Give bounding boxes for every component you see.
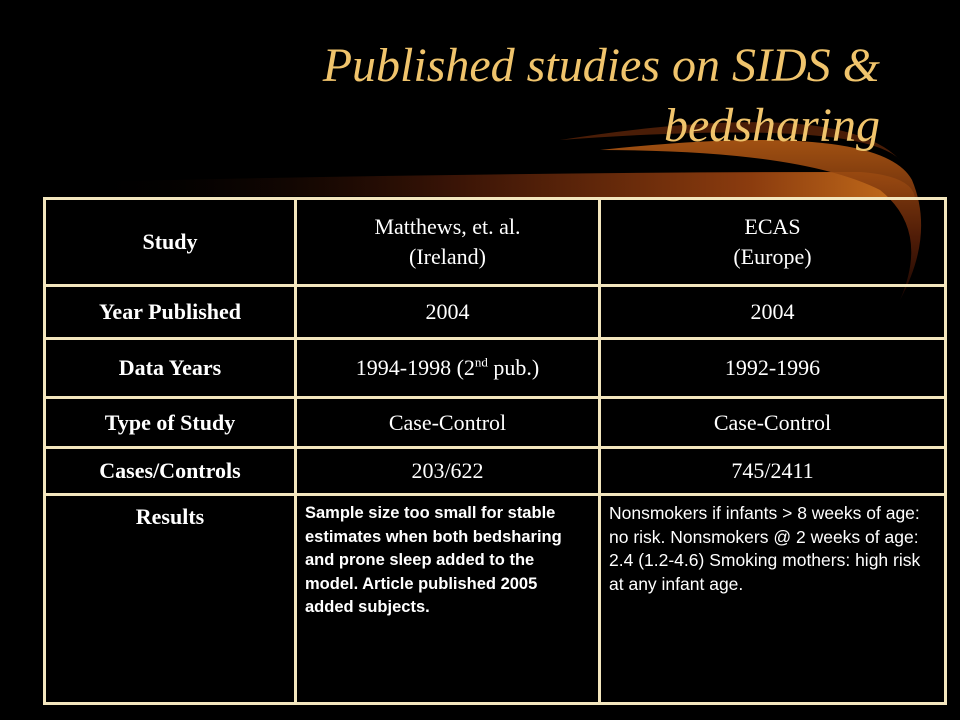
data-years-sup: nd: [474, 354, 488, 370]
header-ecas: [600, 199, 946, 286]
header-ecas-line-2: (Europe): [733, 244, 812, 269]
table-row-results: [45, 495, 946, 704]
cell-cases-matthews: 203/622: [296, 448, 600, 495]
cell-year-ecas: 2004: [600, 286, 946, 339]
header-ecas-line-1: ECAS: [744, 214, 801, 239]
header-matthews: [296, 199, 600, 286]
header-matthews-line-2: (Ireland): [409, 244, 486, 269]
slide-title: [100, 36, 880, 156]
row-label-cases: Cases/Controls: [45, 448, 296, 495]
cell-type-matthews: Case-Control: [296, 398, 600, 448]
cell-type-ecas: Case-Control: [600, 398, 946, 448]
table-row-year: [45, 286, 946, 339]
cell-cases-ecas: 745/2411: [600, 448, 946, 495]
table-row-type: [45, 398, 946, 448]
row-label-type: Type of Study: [45, 398, 296, 448]
row-label-data-years: Data Years: [45, 339, 296, 398]
cell-data-years-ecas: 1992-1996: [600, 339, 946, 398]
cell-data-years-matthews: [296, 339, 600, 398]
data-years-base: 1994-1998 (2: [355, 355, 475, 380]
cell-year-matthews: 2004: [296, 286, 600, 339]
title-line-1: Published studies on SIDS &: [322, 39, 880, 92]
title-line-2: bedsharing: [664, 99, 880, 152]
table-row-cases: [45, 448, 946, 495]
row-label-results: Results: [45, 495, 296, 704]
cell-results-ecas: Nonsmokers if infants > 8 weeks of age: no risk. Nonsmokers @ 2 weeks of age: 2.4 (1.2-4.6) Smoking mothers: high risk at any infant age.: [600, 495, 946, 704]
table-row-study: [45, 199, 946, 286]
row-label-year: Year Published: [45, 286, 296, 339]
data-years-rest: pub.): [487, 355, 540, 380]
header-matthews-line-1: Matthews, et. al.: [374, 214, 521, 239]
cell-results-matthews: Sample size too small for stable estimates when both bedsharing and prone sleep added to the model. Article published 2005 added subjects.: [296, 495, 600, 704]
table-row-data-years: [45, 339, 946, 398]
studies-table: [43, 197, 947, 705]
row-label-study: Study: [45, 199, 296, 286]
